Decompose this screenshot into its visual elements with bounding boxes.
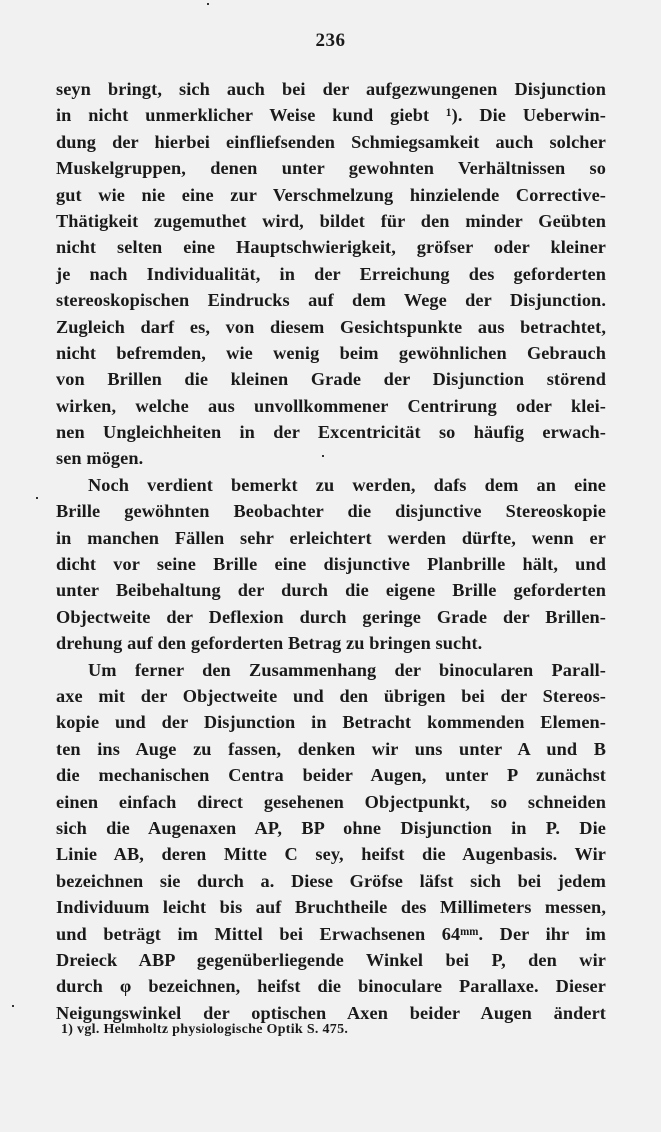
text-line: sen mögen. (56, 448, 144, 469)
text-line: je nach Individualität, in der Erreichung des geforderten (56, 263, 606, 284)
text-line: ten ins Auge zu fassen, denken wir uns unter A und B (56, 738, 606, 759)
text-line: seyn bringt, sich auch bei der aufgezwungenen Disjunction (56, 79, 606, 99)
text-line: sich die Augenaxen AP, BP ohne Disjunction in P. Die (56, 817, 606, 838)
text-line: nicht befremden, wie wenig beim gewöhnlichen Gebrauch (56, 342, 606, 363)
body-text (56, 76, 606, 1026)
text-line: kopie und der Disjunction in Betracht kommenden Elemen- (56, 712, 606, 733)
text-line: Um ferner den Zusammenhang der binocularen Parall- (88, 659, 606, 680)
text-line: drehung auf den geforderten Betrag zu bringen sucht. (56, 633, 483, 654)
text-line: einen einfach direct gesehenen Objectpunkt, so schneiden (56, 791, 606, 812)
text-line: axe mit der Objectweite und den übrigen bei der Stereos- (56, 685, 606, 706)
scan-speck (12, 1005, 14, 1007)
paragraph (56, 657, 606, 1026)
text-line: Thätigkeit zugemuthet wird, bildet für den minder Geübten (56, 210, 606, 231)
text-line: nen Ungleichheiten in der Excentricität so häufig erwach- (56, 422, 606, 443)
text-line: Noch verdient bemerkt zu werden, dafs dem an eine (88, 474, 606, 495)
text-line: in manchen Fällen sehr erleichtert werden dürfte, wenn er (56, 527, 606, 548)
text-line: unter Beibehaltung der durch die eigene Brille geforderten (56, 580, 606, 601)
text-line: nicht selten eine Hauptschwierigkeit, gröfser oder kleiner (56, 237, 606, 258)
text-line: bezeichnen sie durch a. Diese Gröfse läfst sich bei jedem (56, 870, 606, 891)
text-line: Dreieck ABP gegenüberliegende Winkel bei P, den wir (56, 949, 606, 970)
text-line: gut wie nie eine zur Verschmelzung hinzielende Corrective- (56, 184, 606, 205)
text-line: Neigungswinkel der optischen Axen beider Augen ändert (56, 1002, 606, 1023)
text-line: in nicht unmerklicher Weise kund giebt ¹). Die Ueberwin- (56, 105, 606, 126)
paragraph (56, 76, 606, 472)
text-line: dicht vor seine Brille eine disjunctive Planbrille hält, und (56, 554, 606, 575)
text-line: Muskelgruppen, denen unter gewohnten Verhältnissen so (56, 158, 606, 179)
footnote: 1) vgl. Helmholtz physiologische Optik S. 475. (61, 1022, 349, 1037)
text-line: die mechanischen Centra beider Augen, unter P zunächst (56, 765, 606, 786)
text-line: Zugleich darf es, von diesem Gesichtspunkte aus betrachtet, (56, 316, 606, 337)
text-line: Individuum leicht bis auf Bruchtheile des Millimeters messen, (56, 897, 606, 918)
text-line: stereoskopischen Eindrucks auf dem Wege der Disjunction. (56, 290, 606, 311)
paragraph (56, 472, 606, 657)
text-line: von Brillen die kleinen Grade der Disjunction störend (56, 369, 606, 390)
page-number: 236 (315, 30, 346, 51)
text-line: dung der hierbei einfliefsenden Schmiegsamkeit auch solcher (56, 131, 606, 152)
text-line: Brille gewöhnten Beobachter die disjunctive Stereoskopie (56, 501, 606, 522)
scan-speck (322, 455, 324, 457)
text-line: Objectweite der Deflexion durch geringe Grade der Brillen- (56, 606, 606, 627)
text-line: Linie AB, deren Mitte C sey, heifst die Augenbasis. Wir (56, 844, 606, 865)
text-line: wirken, welche aus unvollkommener Centrirung oder klei- (56, 395, 606, 416)
text-line: und beträgt im Mittel bei Erwachsenen 64ᵐᵐ. Der ihr im (56, 923, 606, 944)
text-line: durch φ bezeichnen, heifst die binoculare Parallaxe. Dieser (56, 976, 606, 997)
scan-speck (36, 497, 38, 499)
scan-speck (207, 3, 209, 5)
